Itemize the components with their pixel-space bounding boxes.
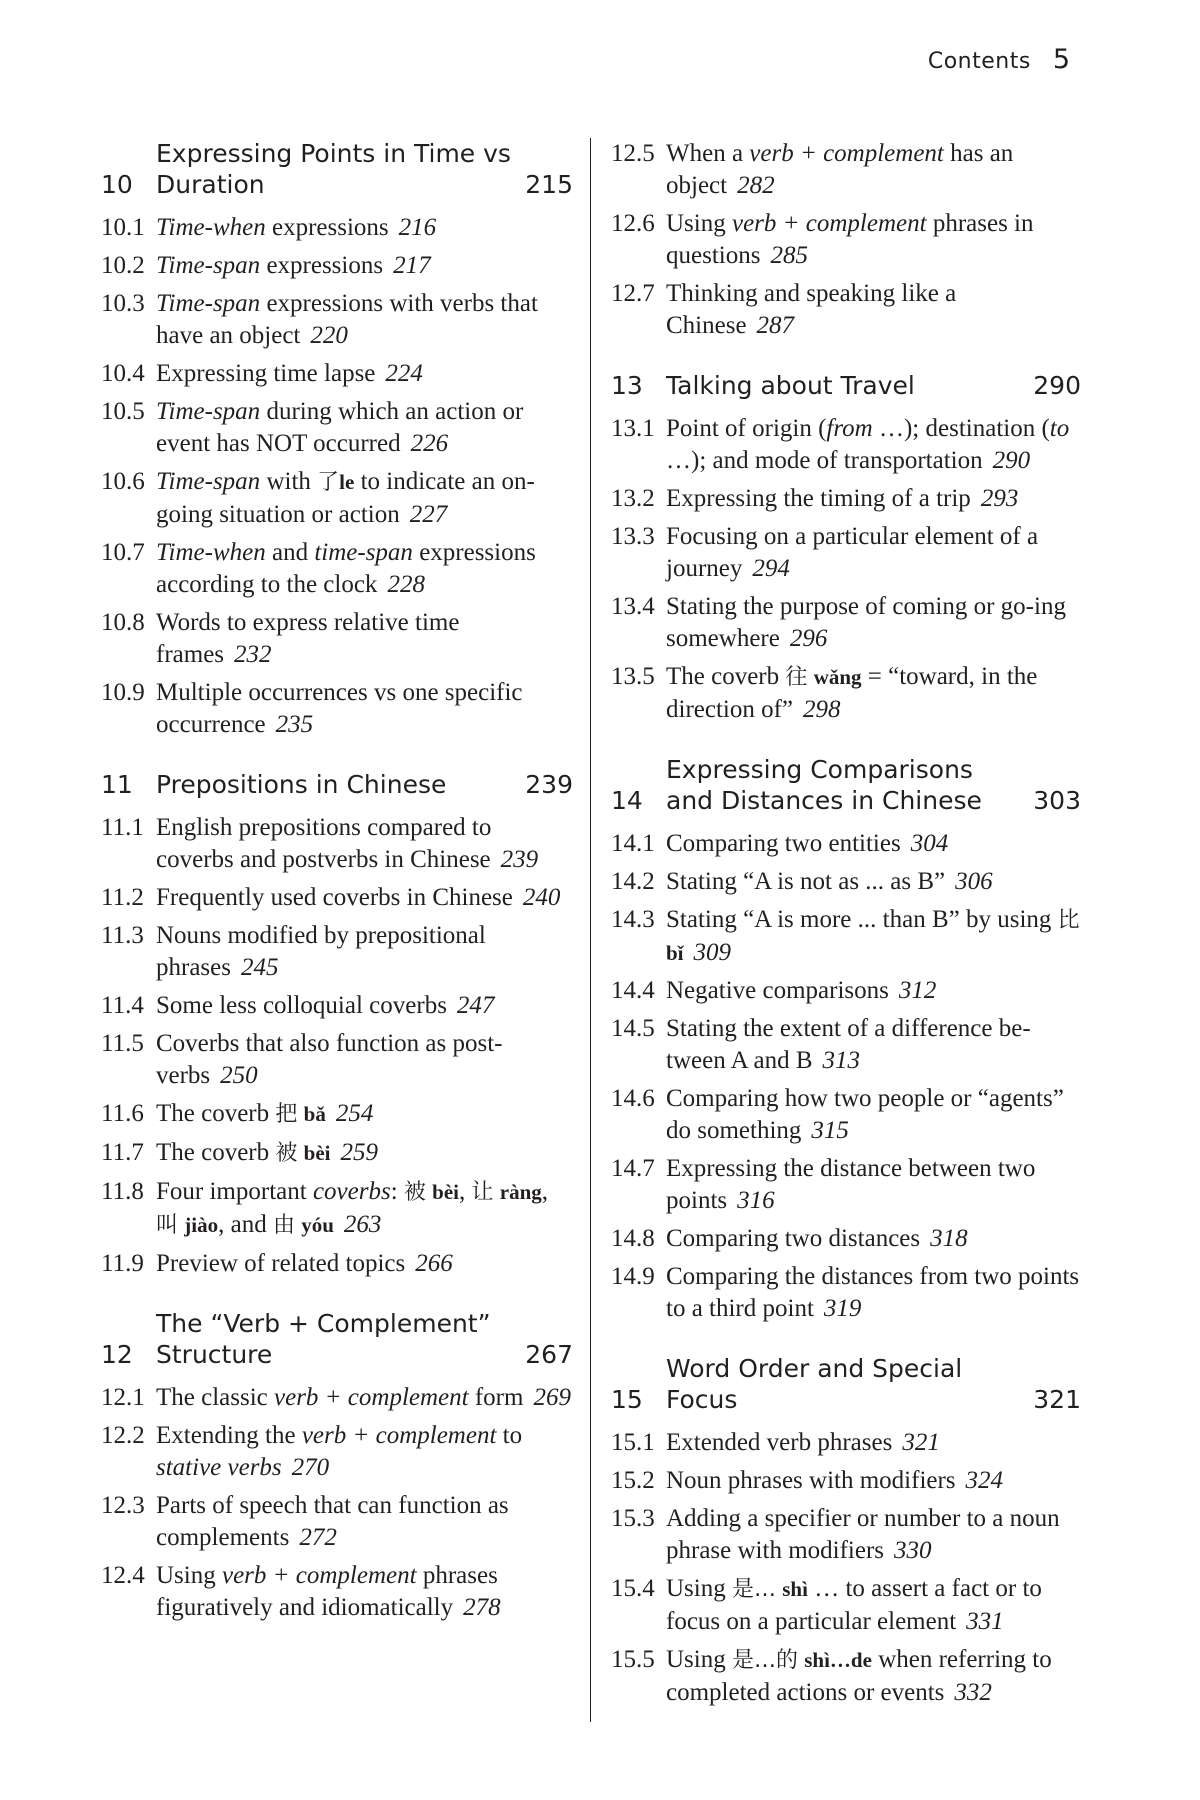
section-page: 259 — [340, 1139, 378, 1166]
section-number: 10.6 — [101, 468, 145, 495]
chapter-page: 267 — [525, 1340, 573, 1369]
section-page: 216 — [398, 214, 437, 241]
section-title: Stating “A is more ... than B” by using 比 bǐ 309 — [666, 906, 1080, 966]
section-title: Using 是…的 shì…de when referring to completed actions or events 332 — [666, 1646, 1052, 1706]
chapter-heading[interactable] — [611, 370, 1081, 401]
section-title: Nouns modified by prepositional phrases 245 — [156, 922, 486, 981]
section-title: Stating the purpose of coming or go-ing somewhere 296 — [666, 593, 1066, 652]
section-title: Frequently used coverbs in Chinese 240 — [156, 884, 561, 911]
toc-section-entry[interactable] — [101, 1490, 573, 1554]
section-page: 240 — [522, 884, 561, 911]
section-number: 13.3 — [611, 523, 655, 550]
toc-section-entry[interactable] — [101, 212, 573, 244]
section-title: The classic verb + complement form 269 — [156, 1384, 571, 1411]
section-page: 294 — [752, 555, 790, 582]
toc-section-entry[interactable] — [101, 1382, 573, 1414]
chapter-number: 14 — [611, 786, 643, 815]
section-number: 15.4 — [611, 1575, 655, 1602]
section-title: Four important coverbs: 被 bèi, 让 ràng, 叫 jiào, and 由 yóu 263 — [156, 1178, 549, 1238]
toc-section-entry[interactable] — [611, 1503, 1081, 1567]
section-page: 232 — [234, 641, 272, 668]
chapter-page: 215 — [525, 170, 573, 199]
toc-chapter — [101, 138, 573, 741]
toc-section-entry[interactable] — [101, 358, 573, 390]
toc-section-entry[interactable] — [101, 812, 573, 876]
toc-section-entry[interactable] — [611, 1427, 1081, 1459]
section-number: 14.3 — [611, 906, 655, 933]
section-title: Coverbs that also function as post-verbs 250 — [156, 1030, 503, 1089]
toc-section-entry[interactable] — [101, 677, 573, 741]
toc-section-entry[interactable] — [101, 1098, 573, 1131]
section-title: Comparing how two people or “agents” do something 315 — [666, 1085, 1064, 1144]
section-number: 14.5 — [611, 1015, 655, 1042]
toc-section-entry[interactable] — [611, 866, 1081, 898]
section-number: 14.2 — [611, 868, 655, 895]
section-page: 254 — [335, 1100, 374, 1127]
section-title: Expressing the distance between two points 316 — [666, 1155, 1036, 1214]
section-number: 11.5 — [101, 1030, 144, 1057]
chapter-heading[interactable] — [101, 769, 573, 800]
section-title: The coverb 被 bèi 259 — [156, 1139, 378, 1166]
section-page: 263 — [343, 1211, 382, 1238]
column-divider — [590, 138, 591, 1722]
toc-section-entry[interactable] — [101, 1137, 573, 1170]
section-title: Time-span with 了le to indicate an on-going situation or action 227 — [156, 468, 535, 528]
section-page: 226 — [410, 430, 449, 457]
section-number: 11.6 — [101, 1100, 144, 1127]
section-title: Parts of speech that can function as complements 272 — [156, 1492, 509, 1551]
toc-chapter — [611, 754, 1081, 1325]
section-page: 266 — [415, 1250, 453, 1277]
section-title: Time-when expressions 216 — [156, 214, 437, 241]
section-number: 10.1 — [101, 214, 145, 241]
section-title: Comparing two entities 304 — [666, 830, 949, 857]
section-title: Adding a specifier or number to a noun phrase with modifiers 330 — [666, 1505, 1060, 1564]
toc-section-entry[interactable] — [101, 1248, 573, 1280]
toc-section-entry[interactable] — [101, 1176, 573, 1242]
section-number: 11.8 — [101, 1178, 144, 1205]
toc-section-entry[interactable] — [611, 1465, 1081, 1497]
section-title: Using 是… shì … to assert a fact or to focus on a particular element 331 — [666, 1575, 1042, 1635]
chapter-heading[interactable] — [101, 1308, 573, 1370]
section-title: Stating “A is not as ... as B” 306 — [666, 868, 993, 895]
section-title: Time-span during which an action or event has NOT occurred 226 — [156, 398, 524, 457]
section-number: 13.1 — [611, 415, 655, 442]
section-title: Extended verb phrases 321 — [666, 1429, 940, 1456]
toc-section-entry[interactable] — [101, 1028, 573, 1092]
section-page: 227 — [409, 501, 448, 528]
chapter-number: 13 — [611, 371, 643, 400]
section-page: 296 — [789, 625, 828, 652]
section-page: 316 — [737, 1187, 775, 1214]
section-number: 14.6 — [611, 1085, 655, 1112]
section-number: 10.9 — [101, 679, 145, 706]
section-page: 270 — [291, 1454, 330, 1481]
section-title: The coverb 往 wǎng = “toward, in the direction of” 298 — [666, 663, 1038, 723]
toc-chapter — [101, 769, 573, 1280]
section-page: 285 — [770, 242, 808, 269]
section-title: Words to express relative time frames 232 — [156, 609, 460, 668]
toc-section-entry[interactable] — [611, 1223, 1081, 1255]
section-page: 290 — [992, 447, 1031, 474]
section-title: Preview of related topics 266 — [156, 1250, 453, 1277]
chapter-title: Word Order and Special Focus — [666, 1354, 963, 1414]
section-number: 13.5 — [611, 663, 655, 690]
section-number: 10.5 — [101, 398, 145, 425]
section-page: 330 — [894, 1537, 932, 1564]
section-number: 15.3 — [611, 1505, 655, 1532]
section-title: Expressing time lapse 224 — [156, 360, 423, 387]
toc-chapter — [611, 370, 1081, 726]
toc-section-entry[interactable] — [101, 1560, 573, 1624]
section-page: 224 — [385, 360, 423, 387]
section-number: 14.8 — [611, 1225, 655, 1252]
section-title: Thinking and speaking like a Chinese 287 — [666, 280, 957, 339]
section-title: Time-span expressions 217 — [156, 252, 431, 279]
chapter-heading[interactable] — [611, 754, 1081, 816]
section-page: 217 — [393, 252, 431, 279]
toc-section-entry[interactable] — [101, 920, 573, 984]
section-number: 12.6 — [611, 210, 655, 237]
section-page: 298 — [803, 696, 841, 723]
section-page: 272 — [299, 1524, 337, 1551]
section-number: 14.9 — [611, 1263, 655, 1290]
section-title: Multiple occurrences vs one specific occurrence 235 — [156, 679, 523, 738]
section-number: 11.7 — [101, 1139, 144, 1166]
section-page: 247 — [456, 992, 495, 1019]
toc-left-column — [101, 138, 573, 1652]
toc-section-entry[interactable] — [611, 138, 1081, 202]
section-title: The coverb 把 bǎ 254 — [156, 1100, 374, 1127]
toc-section-entry[interactable] — [611, 1153, 1081, 1217]
section-title: Comparing the distances from two points to a third point 319 — [666, 1263, 1080, 1322]
section-title: Expressing the timing of a trip 293 — [666, 485, 1019, 512]
toc-section-entry[interactable] — [101, 250, 573, 282]
section-page: 313 — [822, 1047, 861, 1074]
toc-section-entry[interactable] — [101, 607, 573, 671]
toc-section-entry[interactable] — [101, 466, 573, 531]
toc-section-entry[interactable] — [611, 208, 1081, 272]
toc-section-entry[interactable] — [611, 1644, 1081, 1709]
section-number: 12.7 — [611, 280, 655, 307]
section-title: Time-span expressions with verbs that have an object 220 — [156, 290, 538, 349]
toc-section-entry[interactable] — [611, 278, 1081, 342]
chapter-title: Talking about Travel — [666, 371, 915, 400]
toc-chapter — [101, 1308, 573, 1624]
chapter-page: 239 — [525, 770, 573, 799]
chapter-page: 321 — [1033, 1385, 1081, 1414]
chapter-heading[interactable] — [611, 1353, 1081, 1415]
section-number: 14.4 — [611, 977, 655, 1004]
section-number: 12.3 — [101, 1492, 145, 1519]
toc-section-entry[interactable] — [611, 1013, 1081, 1077]
section-page: 331 — [966, 1608, 1004, 1635]
section-number: 10.2 — [101, 252, 145, 279]
section-page: 293 — [980, 485, 1019, 512]
running-head — [928, 44, 1070, 75]
section-number: 12.4 — [101, 1562, 145, 1589]
chapter-heading[interactable] — [101, 138, 573, 200]
toc-section-entry[interactable] — [611, 1083, 1081, 1147]
section-number: 11.9 — [101, 1250, 144, 1277]
toc-chapter — [611, 138, 1081, 342]
section-number: 10.7 — [101, 539, 145, 566]
section-title: Focusing on a particular element of a journey 294 — [666, 523, 1039, 582]
section-page: 309 — [693, 939, 732, 966]
section-number: 10.4 — [101, 360, 145, 387]
section-title: Negative comparisons 312 — [666, 977, 937, 1004]
toc-section-entry[interactable] — [611, 1261, 1081, 1325]
section-number: 13.4 — [611, 593, 655, 620]
section-number: 12.1 — [101, 1384, 145, 1411]
chapter-page: 290 — [1033, 371, 1081, 400]
toc-section-entry[interactable] — [611, 1573, 1081, 1638]
section-page: 319 — [823, 1295, 862, 1322]
toc-chapter — [611, 1353, 1081, 1709]
section-number: 14.1 — [611, 830, 655, 857]
section-title: Noun phrases with modifiers 324 — [666, 1467, 1004, 1494]
chapter-page: 303 — [1033, 786, 1081, 815]
section-title: Extending the verb + complement to stative verbs 270 — [156, 1422, 523, 1481]
section-page: 278 — [463, 1594, 501, 1621]
chapter-title: Expressing Comparisons and Distances in Chinese — [666, 755, 982, 815]
toc-section-entry[interactable] — [611, 975, 1081, 1007]
section-page: 315 — [811, 1117, 849, 1144]
section-title: Using verb + complement phrases figuratively and idiomatically 278 — [156, 1562, 501, 1621]
section-number: 11.2 — [101, 884, 144, 911]
toc-section-entry[interactable] — [611, 661, 1081, 726]
running-title: Contents — [927, 49, 1031, 74]
section-number: 15.5 — [611, 1646, 655, 1673]
section-title: Using verb + complement phrases in questions 285 — [666, 210, 1034, 269]
toc-section-entry[interactable] — [611, 521, 1081, 585]
toc-section-entry[interactable] — [611, 483, 1081, 515]
toc-section-entry[interactable] — [101, 990, 573, 1022]
chapter-number: 15 — [611, 1385, 643, 1414]
section-page: 250 — [220, 1062, 258, 1089]
section-title: Stating the extent of a difference be-tween A and B 313 — [666, 1015, 1031, 1074]
section-number: 13.2 — [611, 485, 655, 512]
section-title: Time-when and time-span expressions according to the clock 228 — [156, 539, 536, 598]
section-page: 245 — [240, 954, 279, 981]
section-title: Comparing two distances 318 — [666, 1225, 968, 1252]
chapter-title: Prepositions in Chinese — [156, 770, 447, 799]
toc-section-entry[interactable] — [101, 882, 573, 914]
toc-section-entry[interactable] — [611, 413, 1081, 477]
section-title: Point of origin (from …); destination (to …); and mode of transportation 290 — [666, 415, 1070, 474]
section-page: 235 — [275, 711, 314, 738]
section-page: 287 — [756, 312, 795, 339]
toc-section-entry[interactable] — [101, 396, 573, 460]
section-number: 11.3 — [101, 922, 144, 949]
section-page: 321 — [902, 1429, 940, 1456]
section-number: 11.4 — [101, 992, 144, 1019]
chapter-number: 11 — [101, 770, 133, 799]
section-page: 239 — [500, 846, 539, 873]
section-page: 304 — [910, 830, 949, 857]
section-number: 14.7 — [611, 1155, 655, 1182]
toc-section-entry[interactable] — [101, 288, 573, 352]
section-page: 318 — [930, 1225, 968, 1252]
section-number: 12.2 — [101, 1422, 145, 1449]
section-page: 324 — [965, 1467, 1004, 1494]
toc-section-entry[interactable] — [101, 537, 573, 601]
section-title: Some less colloquial coverbs 247 — [156, 992, 495, 1019]
section-page: 312 — [898, 977, 937, 1004]
section-page: 282 — [737, 172, 775, 199]
section-page: 306 — [955, 868, 993, 895]
toc-section-entry[interactable] — [611, 904, 1081, 969]
toc-section-entry[interactable] — [101, 1420, 573, 1484]
section-number: 15.2 — [611, 1467, 655, 1494]
toc-section-entry[interactable] — [611, 591, 1081, 655]
chapter-number: 10 — [101, 170, 133, 199]
section-number: 12.5 — [611, 140, 655, 167]
section-number: 11.1 — [101, 814, 144, 841]
section-title: English prepositions compared to coverbs and postverbs in Chinese 239 — [156, 814, 539, 873]
page-number: 5 — [1052, 44, 1070, 75]
section-number: 15.1 — [611, 1429, 655, 1456]
chapter-number: 12 — [101, 1340, 133, 1369]
section-title: When a verb + complement has an object 282 — [666, 140, 1014, 199]
section-page: 220 — [310, 322, 348, 349]
section-page: 269 — [533, 1384, 571, 1411]
toc-section-entry[interactable] — [611, 828, 1081, 860]
chapter-title: Expressing Points in Time vs Duration — [156, 139, 511, 199]
section-number: 10.3 — [101, 290, 145, 317]
chapter-title: The “Verb + Complement” Structure — [156, 1309, 491, 1369]
section-page: 332 — [954, 1679, 992, 1706]
toc-right-column — [611, 138, 1081, 1737]
section-number: 10.8 — [101, 609, 145, 636]
section-page: 228 — [387, 571, 425, 598]
